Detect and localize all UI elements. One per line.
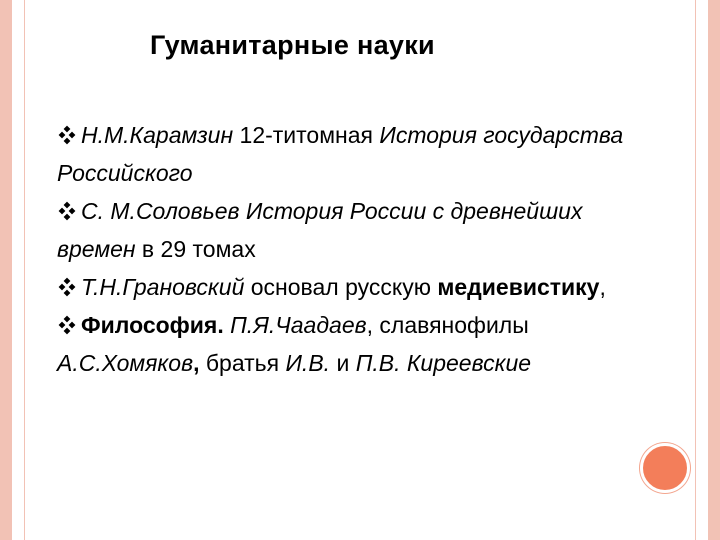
text-segment: и	[330, 350, 356, 376]
slide-frame-right	[708, 0, 720, 540]
text-segment: И.В.	[285, 350, 331, 376]
bullet-item	[57, 192, 657, 268]
text-segment: С. М.Соловьев История России с древнейших времен	[57, 198, 583, 262]
diamond-bullet-icon	[57, 201, 81, 221]
text-segment: основал русскую	[244, 274, 438, 300]
slide-frame-inner-right	[695, 0, 696, 540]
slide-frame-left	[0, 0, 12, 540]
text-segment: ,	[599, 274, 606, 300]
text-segment: медиевистику	[437, 274, 600, 300]
text-segment: П.В. Киреевские	[355, 350, 532, 376]
slide-title: Гуманитарные науки	[150, 30, 435, 60]
bullet-item	[57, 116, 657, 192]
bullet-list	[57, 116, 657, 382]
text-segment: Философия.	[81, 312, 224, 338]
bullet-item	[57, 306, 657, 382]
text-segment: братья	[199, 350, 286, 376]
diamond-bullet-icon	[57, 125, 81, 145]
slide-frame-inner-left	[24, 0, 25, 540]
text-segment: 12-титомная	[239, 122, 380, 148]
bullet-item	[57, 268, 657, 306]
diamond-bullet-icon	[57, 315, 81, 335]
text-segment: Н.М.Карамзин	[81, 122, 240, 148]
text-segment: История государства Российского	[57, 122, 624, 186]
text-segment: Т.Н.Грановский	[81, 274, 245, 300]
text-segment: в 29 томах	[135, 236, 256, 262]
text-segment: , славянофилы	[366, 312, 529, 338]
diamond-bullet-icon	[57, 277, 81, 297]
text-segment: А.С.Хомяков	[57, 350, 194, 376]
text-segment: ,	[193, 350, 200, 376]
decorative-circle	[640, 443, 690, 493]
text-segment: П.Я.Чаадаев	[230, 312, 367, 338]
